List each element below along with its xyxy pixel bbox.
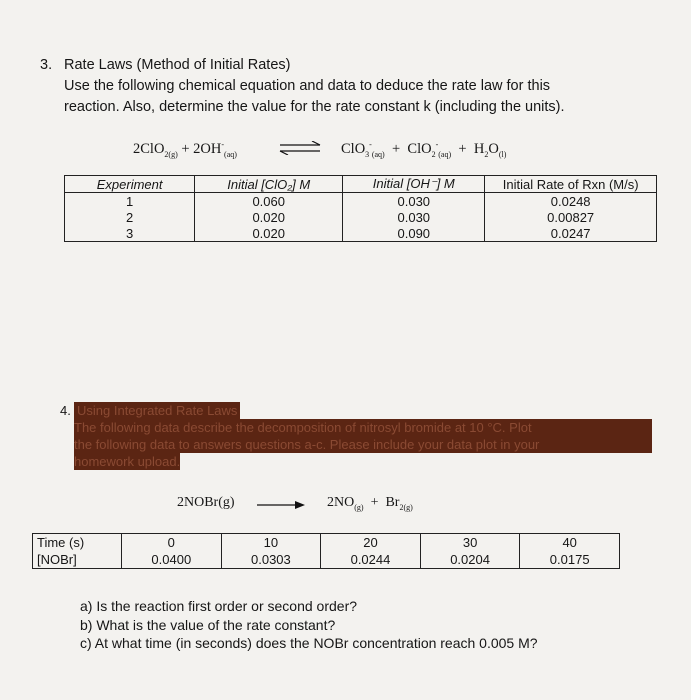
equation-reactants: $2ClO_{2(g)} + 2OH^-_{(aq)}$ <box>133 140 237 159</box>
column-header: Initial [OH⁻] M <box>343 176 485 193</box>
question-text-line: homework upload. <box>74 454 181 469</box>
sub-questions <box>80 597 538 653</box>
equilibrium-arrow-icon <box>278 141 322 155</box>
column-header: Initial Rate of Rxn (M/s) <box>485 176 657 193</box>
nobr-concentration-table <box>32 533 620 569</box>
question-number: 4. <box>60 403 71 418</box>
row-label: [NOBr] <box>33 551 122 569</box>
table-row-concentration: [NOBr] 0.0400 0.0303 0.0244 0.0204 0.0175 <box>33 551 620 569</box>
table-row-time: Time (s) 0 10 20 30 40 <box>33 534 620 552</box>
equation-reactant: 2NOBr(g) <box>177 495 235 510</box>
question-text-line: Use the following chemical equation and data to deduce the rate law for this <box>64 78 551 94</box>
question-text-line: the following data to answers questions a-c. Please include your data plot in your <box>74 436 652 453</box>
table-header-row <box>65 176 657 193</box>
reaction-arrow-icon <box>257 500 305 510</box>
sub-question-c: c) At what time (in seconds) does the NOBr concentration reach 0.005 M? <box>80 635 538 651</box>
table-row: 2 0.020 0.030 0.00827 <box>65 209 657 225</box>
table-row: 3 0.020 0.090 0.0247 <box>65 225 657 242</box>
question-title: Using Integrated Rate Laws <box>74 402 240 419</box>
sub-question-b: b) What is the value of the rate constant? <box>80 616 336 633</box>
question-text-line: reaction. Also, determine the value for the rate constant k (including the units). <box>64 99 565 115</box>
equation-products: $2NO_{(g)} + Br_{2(g)}$ <box>327 495 413 512</box>
question-number: 3. <box>40 57 53 73</box>
sub-question-a: a) Is the reaction first order or second order? <box>80 598 358 614</box>
row-label: Time (s) <box>33 534 122 552</box>
equation-products: $ClO_3^-_{(aq)} + ClO_2^-_{(aq)} + H_2O_{(l)}$ <box>341 140 507 159</box>
question-text-line: The following data describe the decomposition of nitrosyl bromide at 10 °C. Plot <box>74 419 652 436</box>
initial-rates-table <box>64 175 657 242</box>
question-title: Rate Laws (Method of Initial Rates) <box>64 57 291 73</box>
question-4 <box>60 402 652 470</box>
table-row: 1 0.060 0.030 0.0248 <box>65 193 657 210</box>
column-header: Initial [ClO₂] M <box>195 176 343 193</box>
column-header: Experiment <box>65 176 195 193</box>
